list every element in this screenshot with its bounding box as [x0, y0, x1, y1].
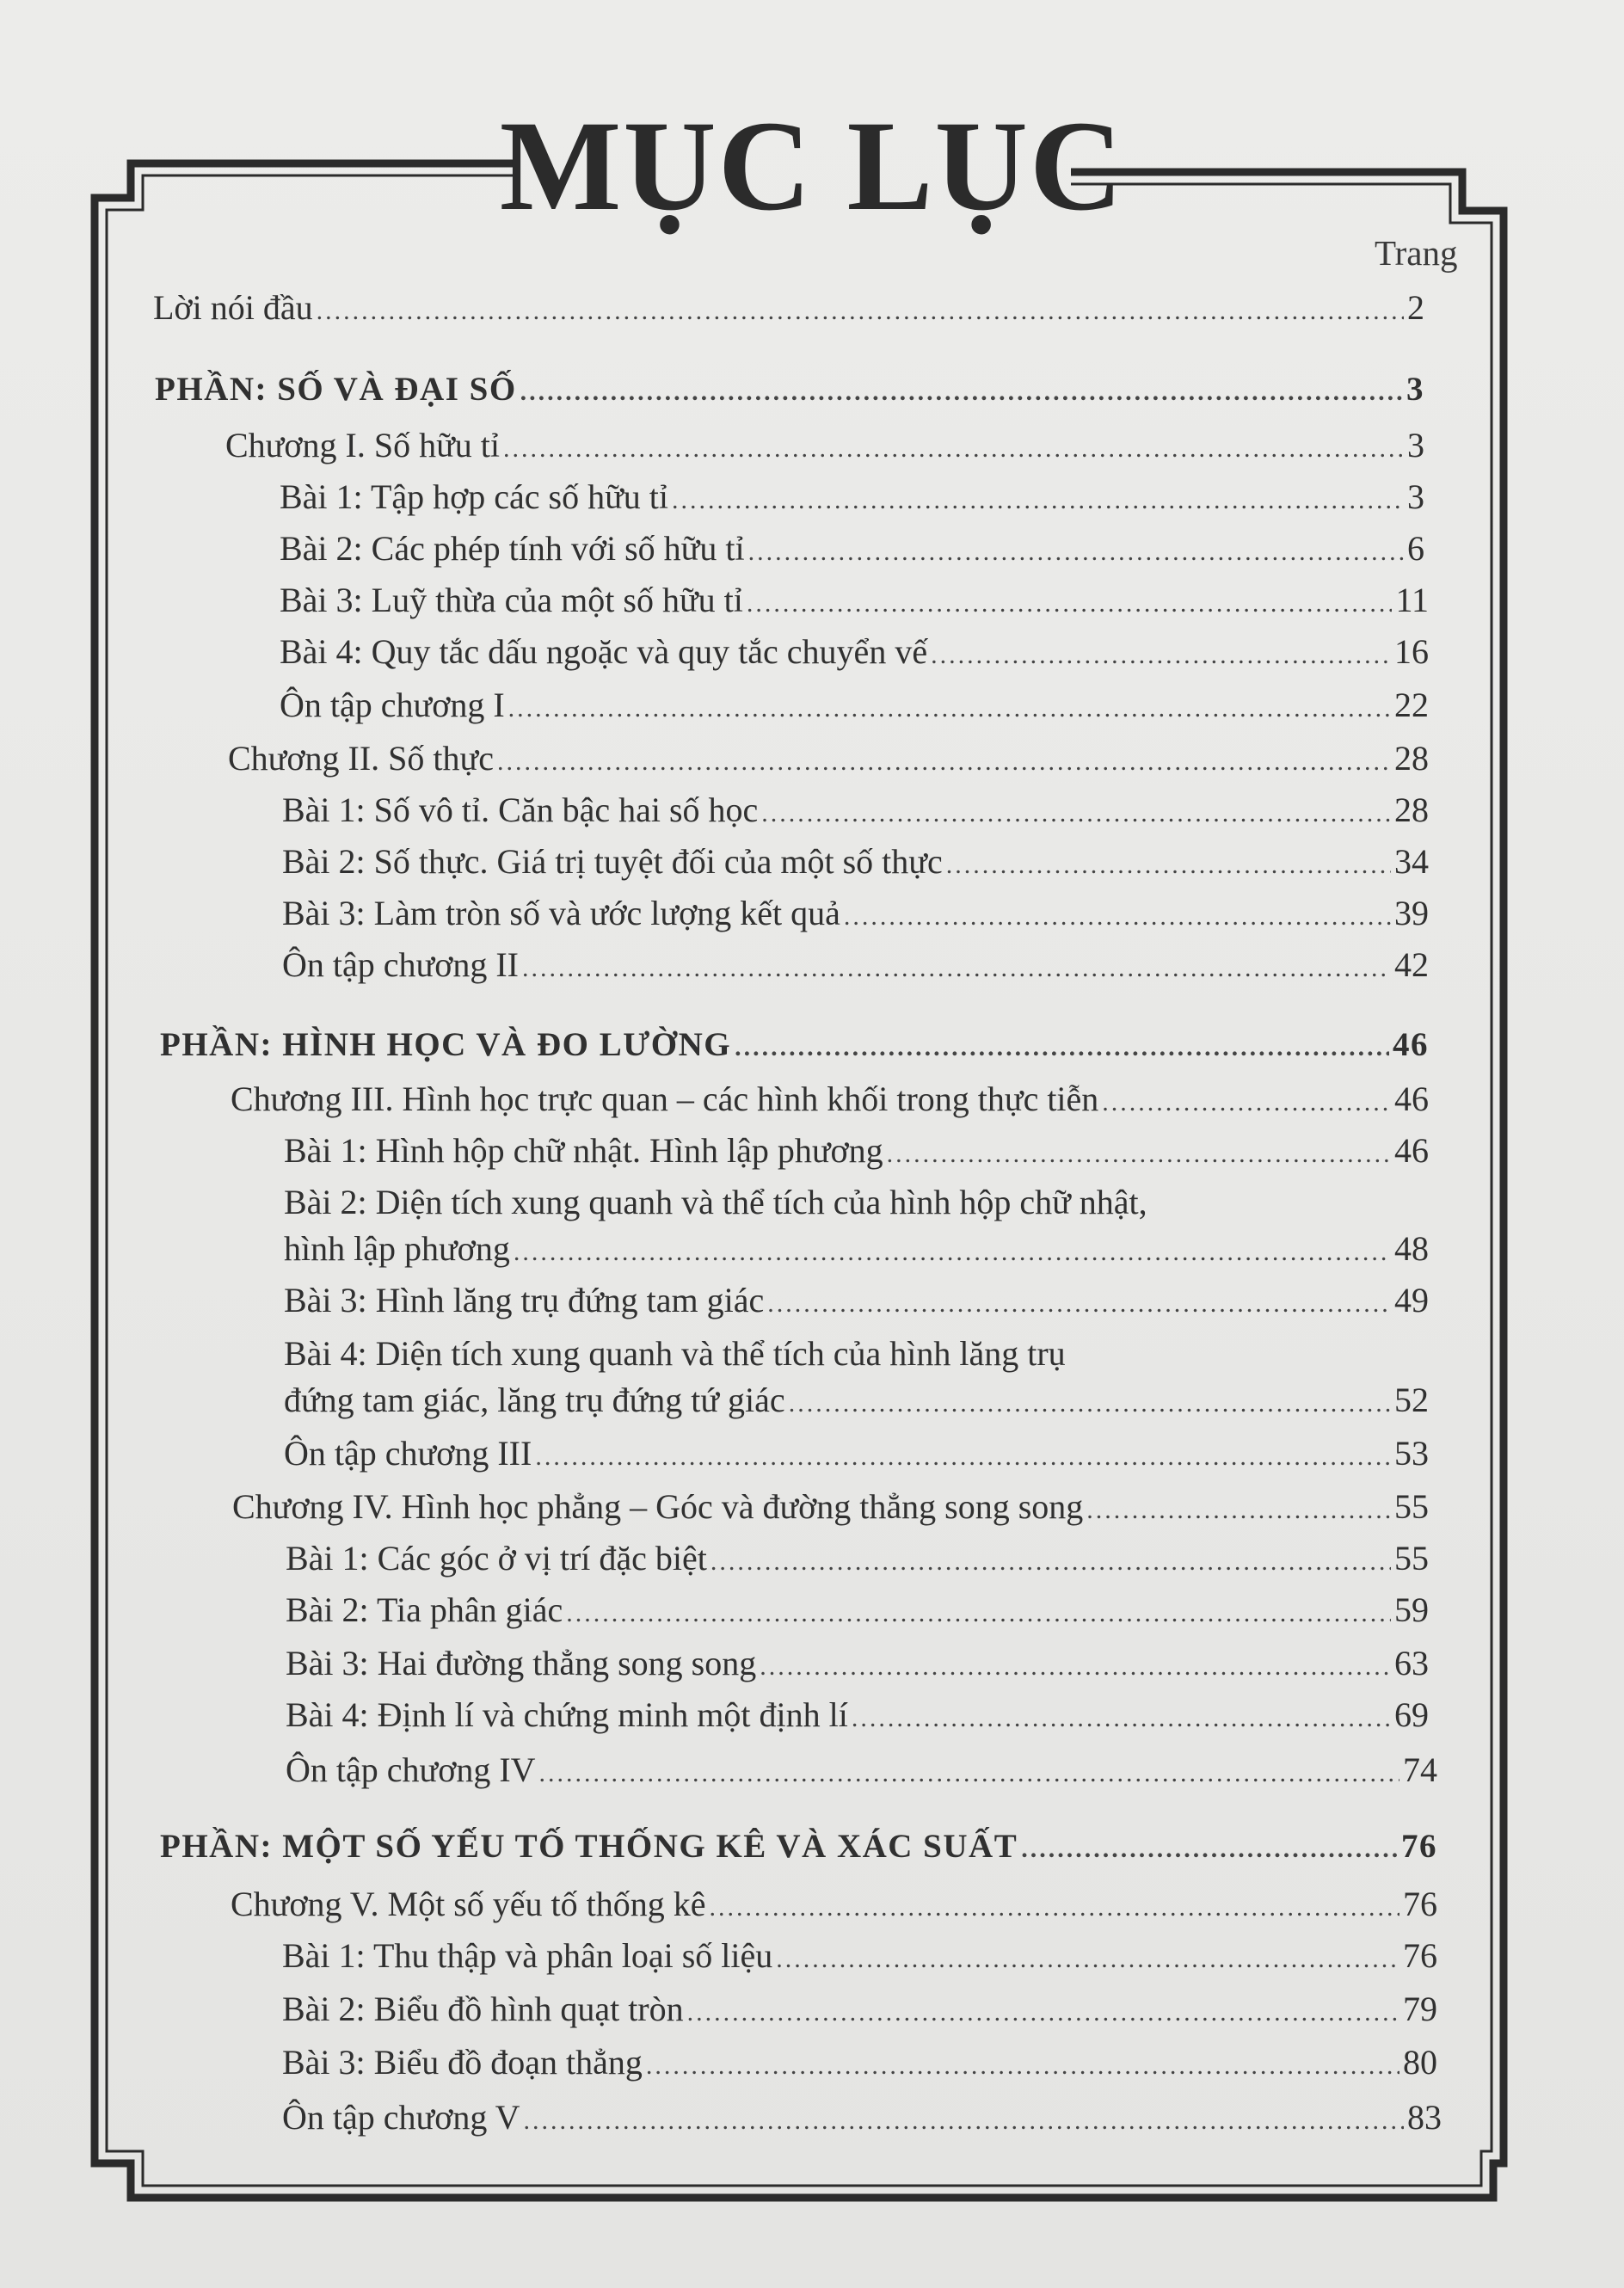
entry-page: 39 [1394, 894, 1429, 932]
toc-chapter[interactable] [228, 740, 1429, 778]
toc-lesson[interactable] [284, 1282, 1429, 1319]
entry-page: 46 [1394, 1131, 1429, 1170]
entry-page: 46 [1393, 1026, 1429, 1063]
entry-page: 3 [1407, 426, 1424, 464]
entry-page: 49 [1394, 1281, 1429, 1319]
leader-dots [535, 1442, 1391, 1471]
leader-dots [1102, 1088, 1391, 1116]
leader-dots [767, 1289, 1391, 1318]
entry-title: Bài 1: Các góc ở vị trí đặc biệt [286, 1539, 707, 1578]
entry-title: Bài 3: Làm tròn số và ước lượng kết quả [282, 894, 840, 932]
entry-page: 59 [1394, 1590, 1429, 1629]
entry-page: 2 [1407, 288, 1424, 327]
entry-title: Chương I. Số hữu tỉ [225, 426, 500, 464]
entry-title: Bài 4: Quy tắc dấu ngoặc và quy tắc chuyển vế [280, 632, 928, 671]
leader-dots [747, 589, 1393, 618]
leader-dots [1086, 1496, 1391, 1524]
toc-part-heading[interactable] [160, 1027, 1429, 1064]
leader-dots [646, 2051, 1399, 2080]
toc-lesson[interactable] [286, 1696, 1429, 1734]
entry-page: 3 [1407, 477, 1424, 516]
toc-review[interactable] [280, 686, 1429, 724]
entry-title: PHẦN: SỐ VÀ ĐẠI SỐ [155, 371, 517, 408]
entry-title: Bài 3: Hình lăng trụ đứng tam giác [284, 1281, 765, 1319]
toc-part-heading[interactable] [155, 372, 1424, 409]
entry-title: Bài 3: Hai đường thẳng song song [286, 1644, 757, 1682]
entry-title: Bài 1: Số vô tỉ. Căn bậc hai số học [282, 790, 759, 829]
toc-review[interactable] [282, 2099, 1442, 2137]
entry-title: Lời nói đầu [153, 288, 313, 327]
leader-dots [789, 1389, 1391, 1418]
toc-review[interactable] [284, 1435, 1429, 1473]
toc-chapter[interactable] [231, 1080, 1429, 1118]
toc-lesson[interactable] [286, 1645, 1429, 1682]
leader-dots [566, 1599, 1391, 1627]
leader-dots [508, 694, 1391, 723]
toc-lesson[interactable] [280, 478, 1424, 516]
leader-dots [672, 486, 1404, 514]
leader-dots [710, 1547, 1391, 1576]
page-column-header: Trang [1375, 233, 1458, 273]
entry-title: Bài 4: Định lí và chứng minh một định lí [286, 1695, 848, 1734]
entry-page: 48 [1394, 1229, 1429, 1268]
entry-page: 52 [1394, 1381, 1429, 1419]
entry-page: 46 [1394, 1079, 1429, 1118]
entry-title: Chương III. Hình học trực quan – các hình khối trong thực tiễn [231, 1079, 1099, 1118]
entry-title: đứng tam giác, lăng trụ đứng tứ giác [284, 1381, 785, 1419]
entry-page: 55 [1394, 1539, 1429, 1578]
leader-dots [946, 851, 1391, 879]
leader-dots [539, 1759, 1399, 1787]
entry-title: Chương II. Số thực [228, 739, 494, 778]
entry-page: 53 [1394, 1434, 1429, 1473]
entry-page: 76 [1403, 1885, 1437, 1923]
page-title: MỤC LỤC [499, 95, 1125, 237]
entry-title: Bài 2: Tia phân giác [286, 1590, 563, 1629]
entry-title: Ôn tập chương III [284, 1434, 532, 1473]
toc-review[interactable] [286, 1751, 1437, 1789]
entry-page: 28 [1394, 739, 1429, 778]
toc-lesson[interactable] [280, 633, 1429, 671]
entry-page: 28 [1394, 790, 1429, 829]
entry-page: 63 [1394, 1644, 1429, 1682]
leader-dots [524, 2107, 1404, 2135]
entry-title: PHẦN: HÌNH HỌC VÀ ĐO LƯỜNG [160, 1026, 732, 1063]
toc-lesson[interactable] [284, 1132, 1429, 1170]
toc-lesson-line[interactable]: Bài 4: Diện tích xung quanh và thể tích của hình lăng trụ [284, 1334, 1066, 1373]
entry-page: 79 [1403, 1990, 1437, 2028]
toc-part-heading[interactable] [160, 1829, 1437, 1866]
leader-dots [520, 378, 1403, 406]
leader-dots [748, 538, 1404, 566]
leader-dots [317, 297, 1404, 325]
entry-page: 55 [1394, 1487, 1429, 1526]
entry-title: Ôn tập chương V [282, 2098, 520, 2137]
entry-page: 22 [1394, 686, 1429, 724]
leader-dots [852, 1704, 1391, 1732]
entry-title: Chương V. Một số yếu tố thống kê [231, 1885, 706, 1923]
entry-title: Ôn tập chương I [280, 686, 505, 724]
leader-dots [735, 1033, 1389, 1061]
entry-page: 69 [1394, 1695, 1429, 1734]
entry-title: Ôn tập chương II [282, 945, 519, 984]
entry-page: 16 [1394, 632, 1429, 671]
entry-page: 76 [1401, 1828, 1437, 1865]
entry-page: 83 [1407, 2098, 1442, 2137]
leader-dots [687, 1998, 1399, 2027]
leader-dots [887, 1140, 1391, 1168]
entry-title: Bài 3: Biểu đồ đoạn thẳng [282, 2043, 643, 2082]
toc-chapter[interactable] [231, 1885, 1437, 1923]
entry-title: hình lập phương [284, 1229, 510, 1268]
toc-lesson[interactable] [282, 1937, 1437, 1975]
leader-dots [931, 641, 1391, 669]
toc-lesson[interactable] [282, 2044, 1437, 2082]
entry-title: Bài 2: Số thực. Giá trị tuyệt đối của một số thực [282, 842, 943, 881]
entry-title: Bài 1: Tập hợp các số hữu tỉ [280, 477, 669, 516]
toc-lesson[interactable] [282, 791, 1429, 829]
entry-page: 34 [1394, 842, 1429, 881]
entry-page: 6 [1407, 529, 1424, 568]
entry-title: PHẦN: MỘT SỐ YẾU TỐ THỐNG KÊ VÀ XÁC SUẤT [160, 1828, 1018, 1865]
entry-page: 76 [1403, 1936, 1437, 1975]
leader-dots [497, 747, 1391, 776]
toc-entry[interactable] [153, 289, 1424, 327]
leader-dots [760, 1652, 1391, 1681]
entry-title: Ôn tập chương IV [286, 1750, 536, 1789]
toc-lesson[interactable] [282, 895, 1429, 932]
entry-page: 74 [1403, 1750, 1437, 1789]
leader-dots [503, 434, 1404, 463]
toc-lesson[interactable] [280, 581, 1429, 619]
entry-page: 42 [1394, 945, 1429, 984]
entry-title: Bài 1: Hình hộp chữ nhật. Hình lập phương [284, 1131, 883, 1170]
entry-page: 80 [1403, 2043, 1437, 2082]
leader-dots [844, 902, 1391, 931]
leader-dots [776, 1945, 1399, 1973]
entry-title: Chương IV. Hình học phẳng – Góc và đường thẳng song song [232, 1487, 1084, 1526]
leader-dots [1021, 1835, 1398, 1863]
toc-lesson[interactable] [280, 530, 1424, 568]
entry-title: Bài 3: Luỹ thừa của một số hữu tỉ [280, 581, 743, 619]
toc-lesson[interactable] [284, 1381, 1429, 1419]
toc-chapter[interactable] [225, 427, 1424, 464]
toc-lesson[interactable] [282, 1990, 1437, 2028]
leader-dots [514, 1238, 1391, 1266]
leader-dots [710, 1893, 1400, 1922]
toc-chapter[interactable] [232, 1488, 1429, 1526]
entry-title: Bài 2: Các phép tính với số hữu tỉ [280, 529, 745, 568]
toc-lesson[interactable] [286, 1591, 1429, 1629]
entry-page: 11 [1395, 581, 1429, 619]
toc-lesson[interactable] [284, 1230, 1429, 1268]
toc-lesson[interactable] [286, 1540, 1429, 1578]
entry-page: 3 [1406, 371, 1424, 408]
toc-lesson-line[interactable]: Bài 2: Diện tích xung quanh và thể tích của hình hộp chữ nhật, [284, 1183, 1147, 1221]
leader-dots [761, 799, 1391, 827]
leader-dots [522, 954, 1391, 982]
entry-title: Bài 2: Biểu đồ hình quạt tròn [282, 1990, 684, 2028]
toc-review[interactable] [282, 946, 1429, 984]
toc-lesson[interactable] [282, 843, 1429, 881]
entry-title: Bài 1: Thu thập và phân loại số liệu [282, 1936, 773, 1975]
